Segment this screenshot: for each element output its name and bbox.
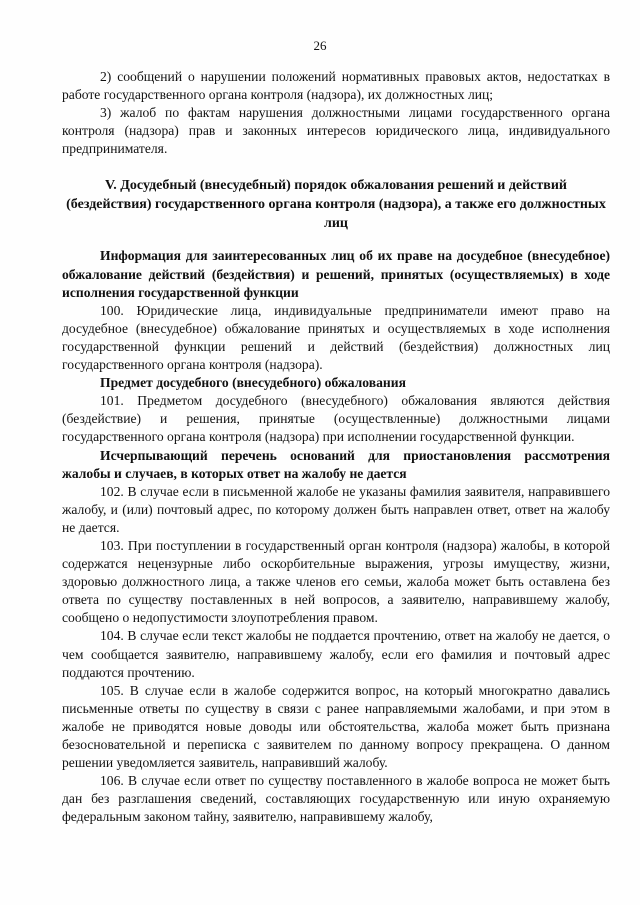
- paragraph-103: 103. При поступлении в государственный орган контроля (надзора) жалобы, в которой содержатся нецензурные либо оскорбительные выражения, угрозы имуществу, жизни, здоровью должностного лица, а также членов его семьи, жалоба может быть оставлена без ответа по существу поставленных в ней вопросов, а заявителю, направившему жалобу, сообщено о недопустимости злоупотребления правом.: [62, 537, 610, 626]
- paragraph-104: 104. В случае если текст жалобы не поддается прочтению, ответ на жалобу не дается, о чем сообщается заявителю, направившему жалобу, если его фамилия и почтовый адрес поддаются прочтению.: [62, 628, 610, 680]
- paragraph-item-3: 3) жалоб по фактам нарушения должностными лицами государственного органа контроля (надзора) прав и законных интересов юридического лица, индивидуального предпринимателя.: [62, 105, 610, 157]
- paragraph-102: 102. В случае если в письменной жалобе не указаны фамилия заявителя, направившего жалобу, и (или) почтовый адрес, по которому должен быть направлен ответ, ответ на жалобу не дается.: [62, 483, 610, 535]
- paragraph-item-2: 2) сообщений о нарушении положений нормативных правовых актов, недостатках в работе государственного органа контроля (надзора), их должностных лиц;: [62, 69, 610, 103]
- paragraph-105: 105. В случае если в жалобе содержится вопрос, на который многократно давались письменные ответы по существу в связи с ранее направляемыми жалобами, и при этом в жалобе не приводятся новые доводы или обстоятельства, жалоба может быть признана безосновательной и переписка с заявителем по данному вопросу прекращена. О данном решении уведомляется заявитель, направивший жалобу.: [62, 682, 610, 771]
- paragraph-106: 106. В случае если ответ по существу поставленного в жалобе вопроса не может быть дан без разглашения сведений, составляющих государственную или иную охраняемую федеральным законом тайну, заявителю, направившему жалобу,: [62, 773, 610, 825]
- section-title-grounds: Исчерпывающий перечень оснований для приостановления рассмотрения жалобы и случаев, в которых ответ на жалобу не дается: [62, 447, 610, 481]
- page-number: 26: [313, 38, 327, 53]
- document-body: [62, 68, 610, 826]
- paragraph-101: 101. Предметом досудебного (внесудебного) обжалования являются действия (бездействие) и решения, принятые (осуществленные) должностными лицами государственного органа контроля (надзора) при исполнении государственной функции.: [62, 393, 610, 445]
- chapter-title: V. Досудебный (внесудебный) порядок обжалования решений и действий (бездействия) государственного органа контроля (надзора), а также его должностных лиц: [66, 178, 606, 232]
- paragraph-100: 100. Юридические лица, индивидуальные предприниматели имеют право на досудебное (внесудебное) обжалование принятых и осуществляемых в ходе исполнения государственной функции решений и действий (бездействия) должностных лиц государственного органа контроля (надзора).: [62, 302, 610, 373]
- section-title-subject: Предмет досудебного (внесудебного) обжалования: [100, 375, 406, 391]
- section-title-info: Информация для заинтересованных лиц об их праве на досудебное (внесудебное) обжалование действий (бездействия) и решений, принятых (осуществляемых) в ходе исполнения государственной функции: [62, 248, 610, 300]
